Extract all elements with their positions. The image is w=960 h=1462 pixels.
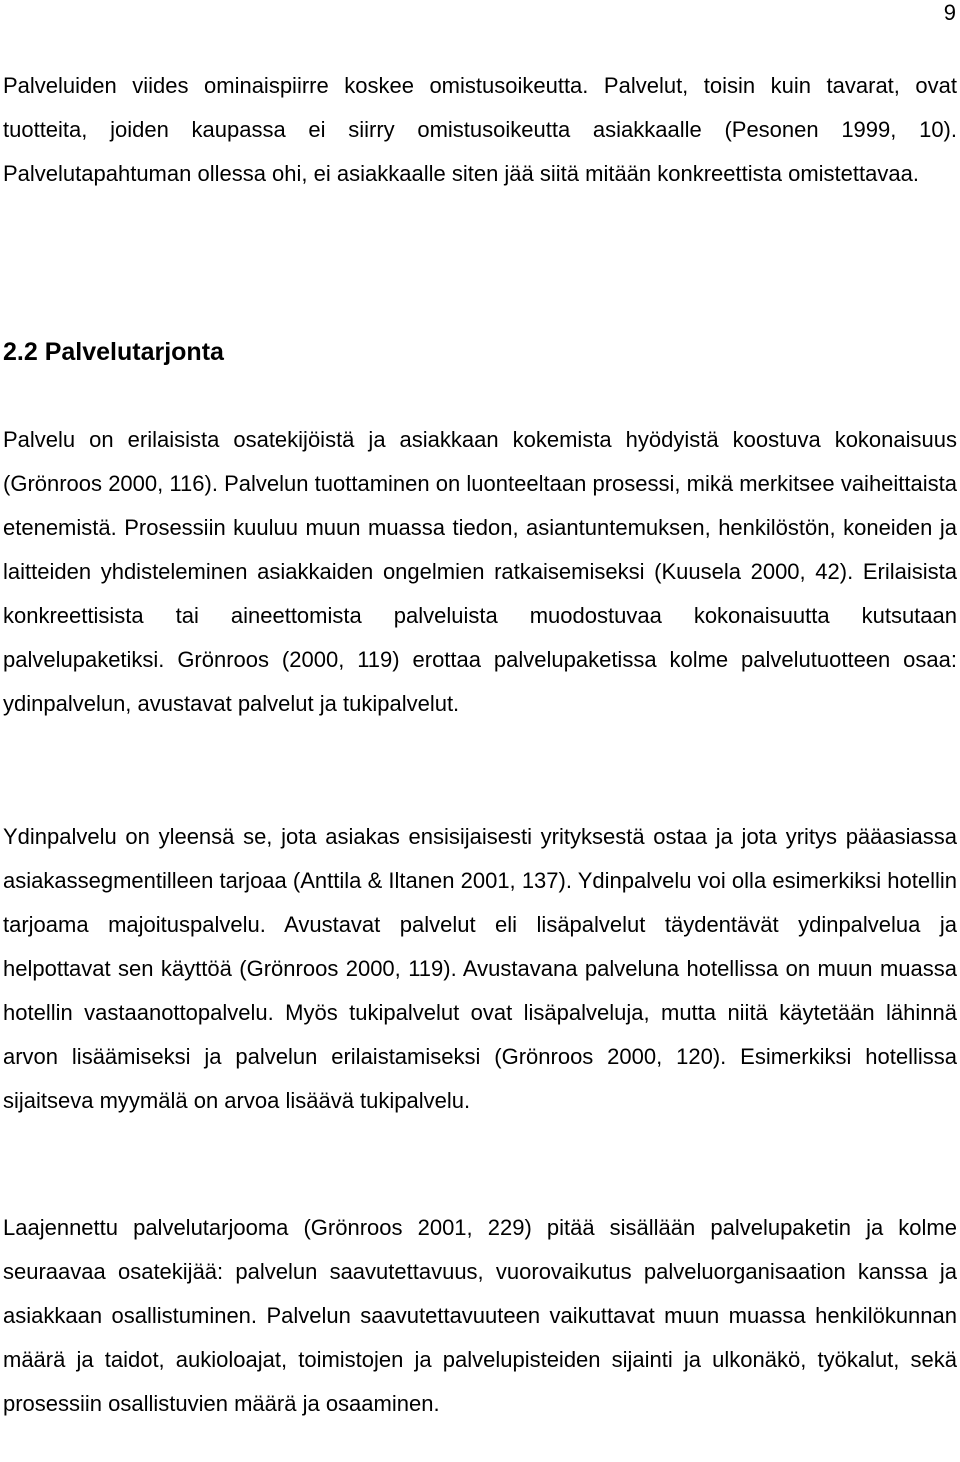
page-number: 9	[943, 0, 956, 25]
paragraph-service-package: Palvelu on erilaisista osatekijöistä ja asiakkaan kokemista hyödyistä koostuva kokonaisuus (Grönroos 2000, 116). Palvelun tuottaminen on luonteeltaan prosessi, mikä merkitsee vaiheittaista etenemistä. Prosessiin kuuluu muun muassa tiedon, asiantuntemuksen, henkilöstön, koneiden ja laitteiden yhdisteleminen asiakkaiden ongelmien ratkaisemiseksi (Kuusela 2000, 42). Erilaisista konkreettisista tai aineettomista palveluista muodostuvaa kokonaisuutta kutsutaan palvelupaketiksi. Grönroos (2000, 119) erottaa palvelupaketissa kolme palvelutuotteen osaa: ydinpalvelun, avustavat palvelut ja tukipalvelut.	[3, 427, 957, 716]
paragraph-core-service: Ydinpalvelu on yleensä se, jota asiakas ensisijaisesti yrityksestä ostaa ja jota yritys pääasiassa asiakassegmentilleen tarjoaa (Anttila & Iltanen 2001, 137). Ydinpalvelu voi olla esimerkiksi hotellin tarjoama majoituspalvelu. Avustavat palvelut eli lisäpalvelut täydentävät ydinpalvelua ja helpottavat sen käyttöä (Grönroos 2000, 119). Avustavana palveluna hotellissa on muun muassa hotellin vastaanottopalvelu. Myös tukipalvelut ovat lisäpalveluja, mutta niitä käytetään lähinnä arvon lisäämiseksi ja palvelun erilaistamiseksi (Grönroos 2000, 120). Esimerkiksi hotellissa sijaitseva myymälä on arvoa lisäävä tukipalvelu.	[3, 824, 957, 1113]
paragraph-extended-offering: Laajennettu palvelutarjooma (Grönroos 2001, 229) pitää sisällään palvelupaketin ja kolme seuraavaa osatekijää: palvelun saavutettavuus, vuorovaikutus palveluorganisaation kanssa ja asiakkaan osallistuminen. Palvelun saavutettavuuteen vaikuttavat muun muassa henkilökunnan määrä ja taidot, aukioloajat, toimistojen ja palvelupisteiden sijainti ja ulkonäkö, työkalut, sekä prosessiin osallistuvien määrä ja osaaminen.	[3, 1215, 957, 1416]
paragraph-ownership: Palveluiden viides ominaispiirre koskee omistusoikeutta. Palvelut, toisin kuin tavarat, ovat tuotteita, joiden kaupassa ei siirry omistusoikeutta asiakkaalle (Pesonen 1999, 10). Palvelutapahtuman ollessa ohi, ei asiakkaalle siten jää siitä mitään konkreettista omistettavaa.	[3, 73, 957, 186]
section-heading-palvelutarjonta: 2.2 Palvelutarjonta	[3, 338, 224, 366]
